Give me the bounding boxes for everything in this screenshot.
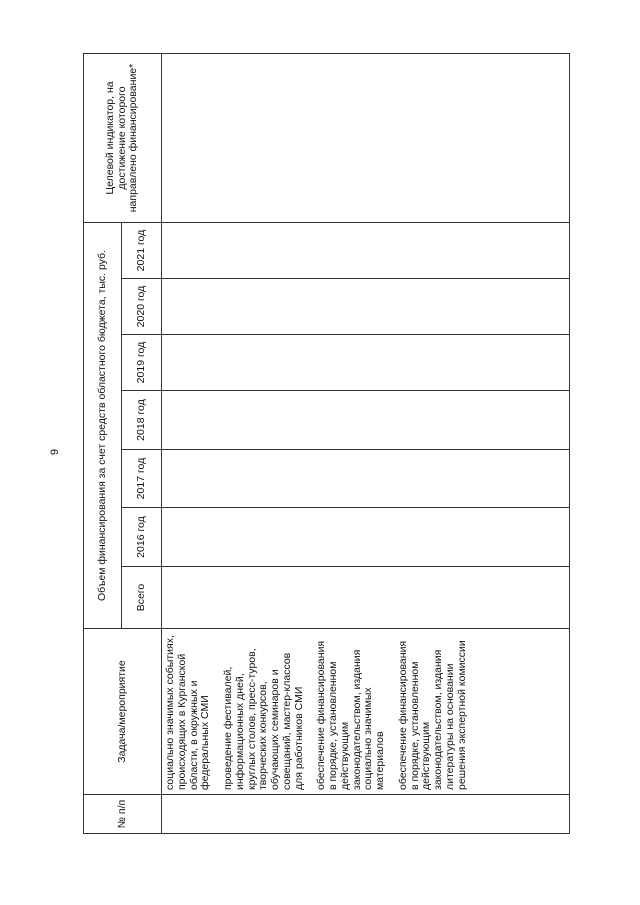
cell-2017: [162, 450, 570, 508]
header-indicator: Целевой индикатор, на достижение которого направлено финансирование*: [84, 54, 162, 223]
cell-2021: [162, 223, 570, 279]
cell-total: [162, 567, 570, 629]
cell-indicator: [162, 54, 570, 223]
header-year-2020: 2020 год: [122, 279, 162, 335]
header-year-2019: 2019 год: [122, 335, 162, 391]
cell-2018: [162, 391, 570, 450]
header-year-2018: 2018 год: [122, 391, 162, 450]
cell-num: [162, 795, 570, 834]
task-item: проведение фестивалей, информационных дней, круглых столов, пресс-туров, творческих конкурсов, обучающих семинаров и совещаний, мастер-классов для работников СМИ: [222, 648, 305, 790]
cell-2016: [162, 508, 570, 567]
header-year-2017: 2017 год: [122, 450, 162, 508]
cell-2020: [162, 279, 570, 335]
funding-table: [83, 53, 570, 834]
cell-2019: [162, 335, 570, 391]
task-item: обеспечение финансирования в порядке, установленном действующим законодательством, издания социально значимых материалов: [315, 640, 386, 790]
page-number: 9: [49, 448, 62, 456]
header-year-2021: 2021 год: [122, 223, 162, 279]
cell-tasks: [162, 629, 570, 795]
header-funding: Объем финансирования за счет средств областного бюджета, тыс. руб.: [84, 223, 122, 629]
table-row: [162, 54, 570, 834]
task-item: социально значимых событиях, происходящих в Курганской области, в окружных и федеральных СМИ: [164, 635, 212, 790]
funding-table-rotated: [83, 54, 570, 834]
header-total: Всего: [122, 567, 162, 629]
header-year-2016: 2016 год: [122, 508, 162, 567]
header-num: № п/п: [84, 795, 162, 834]
header-task: Задача/мероприятие: [84, 629, 162, 795]
task-item: обеспечение финансирования в порядке, установленном действующим законодательством, издания литературы на основании решения экспертной комиссии: [396, 640, 468, 790]
